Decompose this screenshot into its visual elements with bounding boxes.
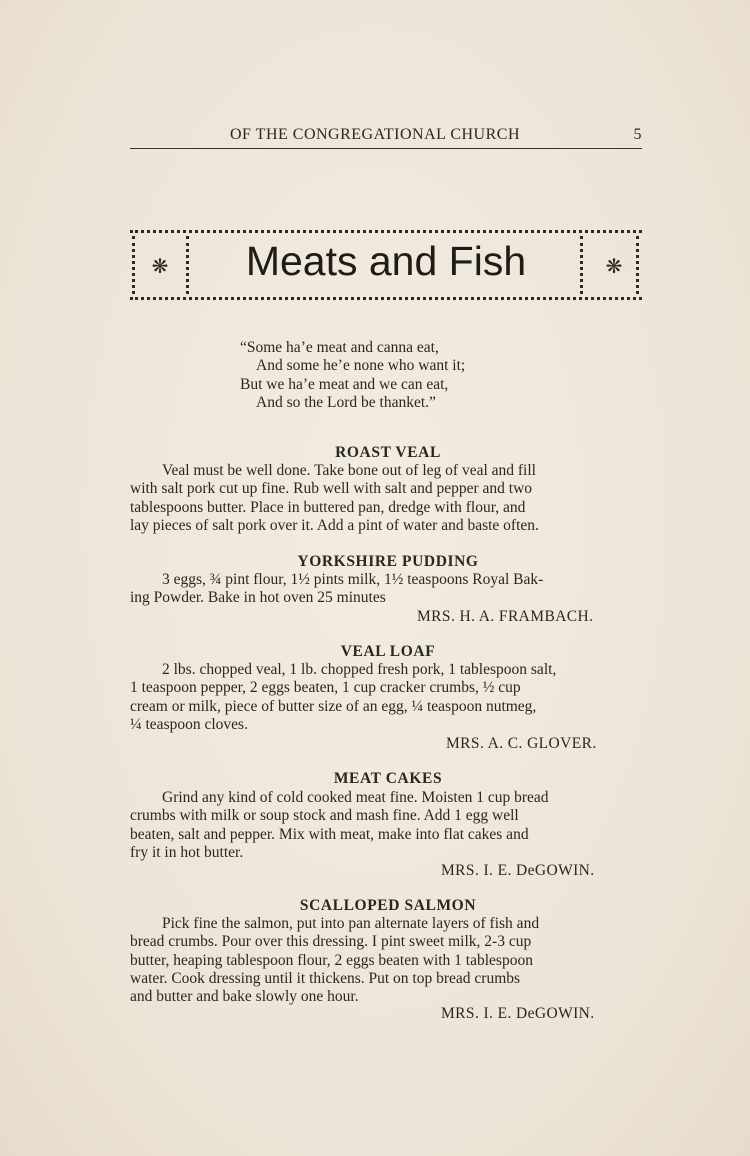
verse-line: But we ha’e meat and we can eat, (240, 375, 449, 393)
banner-bottom-border (130, 297, 642, 300)
recipe-body (130, 789, 646, 862)
verse-line: And some he’e none who want it; (256, 357, 466, 375)
section-banner (130, 228, 642, 302)
verse-line: And so the Lord be thanket.” (256, 393, 436, 411)
banner-left-outer-rule (132, 236, 135, 294)
recipe-line: and butter and bake slowly one hour. (130, 988, 359, 1006)
recipe-line: with salt pork cut up fine. Rub well with salt and pepper and two (130, 480, 533, 498)
recipe-title: SCALLOPED SALMON (299, 897, 477, 914)
verse-line: “Some ha’e meat and canna eat, (240, 339, 439, 356)
recipe-line: ing Powder. Bake in hot oven 25 minutes (130, 589, 386, 607)
banner-left-inner-rule (186, 236, 189, 294)
recipe-line: beaten, salt and pepper. Mix with meat, make into flat cakes and (130, 825, 529, 843)
recipe-title: ROAST VEAL (335, 444, 441, 461)
recipe-title: MEAT CAKES (333, 770, 443, 787)
recipe-body (130, 462, 646, 535)
epigraph-verse (240, 339, 560, 412)
recipe-line: fry it in hot butter. (130, 843, 244, 861)
recipe-line: cream or milk, piece of butter size of an egg, ¼ teaspoon nutmeg, (130, 697, 537, 715)
recipe-line: lay pieces of salt pork over it. Add a pint of water and baste often. (130, 516, 539, 534)
recipe-title: YORKSHIRE PUDDING (297, 553, 479, 570)
banner-right-inner-rule (580, 236, 583, 294)
recipe-line: bread crumbs. Pour over this dressing. I pint sweet milk, 2-3 cup (130, 933, 532, 951)
running-head-title: OF THE CONGREGATIONAL CHURCH (230, 126, 521, 143)
banner-top-border (130, 230, 642, 233)
banner-right-outer-rule (636, 236, 639, 294)
recipe-line: crumbs with milk or soup stock and mash fine. Add 1 egg well (130, 807, 519, 825)
recipe-body (130, 571, 646, 608)
running-head (130, 126, 642, 149)
recipe-line: Veal must be well done. Take bone out of leg of veal and fill (162, 462, 536, 479)
recipe-line: 2 lbs. chopped veal, 1 lb. chopped fresh pork, 1 tablespoon salt, (162, 661, 557, 678)
recipe-line: 1 teaspoon pepper, 2 eggs beaten, 1 cup cracker crumbs, ½ cup (130, 679, 521, 697)
recipe-line: 3 eggs, ¾ pint flour, 1½ pints milk, 1½ teaspoons Royal Bak- (162, 571, 544, 588)
recipe-line: tablespoons butter. Place in buttered pan, dredge with flour, and (130, 498, 526, 516)
recipe-line: ¼ teaspoon cloves. (130, 715, 248, 733)
recipe-title: VEAL LOAF (340, 643, 436, 660)
section-heading: Meats and Fish (245, 238, 527, 284)
recipe-line: butter, heaping tablespoon flour, 2 eggs beaten with 1 tablespoon (130, 951, 533, 969)
recipe-line: water. Cook dressing until it thickens. Put on top bread crumbs (130, 969, 521, 987)
recipe-signature: MRS. I. E. DeGOWIN. (441, 862, 595, 879)
page-number: 5 (633, 126, 642, 143)
recipe-line: Pick fine the salmon, put into pan alternate layers of fish and (162, 915, 540, 932)
recipe-signature: MRS. A. C. GLOVER. (446, 735, 597, 752)
recipe-body (130, 915, 646, 1006)
recipe-signature: MRS. I. E. DeGOWIN. (441, 1005, 595, 1022)
left-ornament-icon: ❋ (151, 254, 169, 278)
recipe-body (130, 661, 646, 734)
right-ornament-icon: ❋ (605, 254, 623, 278)
recipe-line: Grind any kind of cold cooked meat fine. Moisten 1 cup bread (162, 789, 549, 806)
recipe-signature: MRS. H. A. FRAMBACH. (417, 608, 594, 625)
